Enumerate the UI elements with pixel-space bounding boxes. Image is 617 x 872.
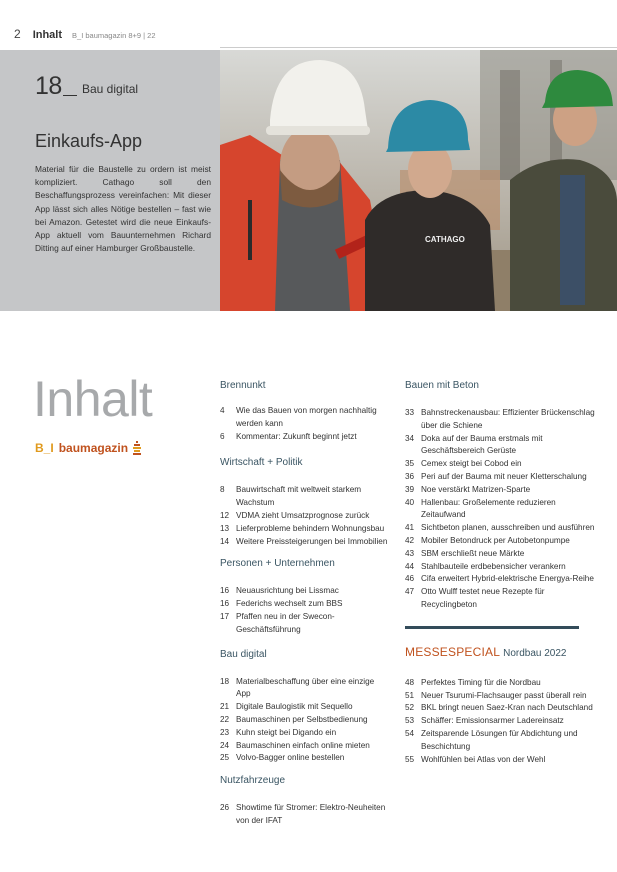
toc-page-number: 16 [220,586,230,596]
toc-entry[interactable] [220,585,390,598]
toc-entry[interactable] [220,740,390,753]
toc-entry-title: Noe verstärkt Matrizen-Sparte [421,484,531,494]
section-heading-brennpunkt: Brennunkt [220,380,266,391]
toc-page-number: 44 [405,561,415,571]
toc-entry-title: Zeitsparende Lösungen für Abdichtung und Beschichtung [421,728,578,751]
toc-entry[interactable] [405,715,595,728]
toc-page-number: 42 [405,535,415,545]
toc-column-middle [220,380,390,828]
feature-photo[interactable] [220,50,617,311]
toc-page-number: 26 [220,803,230,813]
toc-entry-title: Digitale Baulogistik mit Sequello [236,702,353,712]
toc-entry-title: Wohlfühlen bei Atlas von der Wehl [421,754,546,764]
page-number: 2 [14,27,21,41]
toc-entry-title: Kommentar: Zukunft beginnt jetzt [236,431,357,441]
section-divider [405,626,579,629]
toc-page-number: 36 [405,471,415,481]
toc-entry-title: Volvo-Bagger online bestellen [236,753,345,763]
header-rule [220,47,617,48]
toc-page-number: 24 [220,740,230,750]
toc-entry[interactable] [405,522,595,535]
toc-entry[interactable] [405,484,595,497]
toc-entry[interactable] [405,458,595,471]
toc-page-number: 41 [405,523,415,533]
toc-entry-title: Federichs wechselt zum BBS [236,599,343,609]
toc-page-number: 12 [220,510,230,520]
section-heading-personen: Personen + Unternehmen [220,558,335,570]
toc-page-number: 43 [405,548,415,558]
toc-page-number: 39 [405,484,415,494]
toc-entry-title: Sichtbeton planen, ausschreiben und ausführen [421,523,595,533]
logo-name: baumagazin [58,441,129,455]
toc-entry-title: SBM erschließt neue Märkte [421,548,525,558]
toc-entry-title: Hallenbau: Großelemente reduzieren Zeitaufwand [421,497,556,520]
toc-entry[interactable] [220,510,390,523]
toc-page-number: 21 [220,702,230,712]
toc-page-number: 33 [405,408,415,417]
toc-page-number: 54 [405,728,415,738]
toc-entry-title: Wie das Bauen von morgen nachhaltig werden kann [236,406,377,428]
toc-entry-title: Cemex steigt bei Cobod ein [421,459,522,469]
toc-entry[interactable] [405,433,595,459]
toc-entry[interactable] [220,676,390,702]
toc-entry-title: Lieferprobleme behindern Wohnungsbau [236,523,385,533]
toc-entry[interactable] [405,702,595,715]
running-header [14,27,156,41]
toc-page-number: 53 [405,716,415,726]
toc-page-number: 6 [220,431,225,441]
messespecial-label: MESSESPECIAL [405,644,501,659]
toc-entry-title: Schäffer: Emissionsarmer Ladereinsatz [421,716,564,726]
toc-entry-title: Weitere Preissteigerungen bei Immobilien [236,536,388,546]
toc-entry[interactable] [405,548,595,561]
toc-entry[interactable] [220,802,390,828]
toc-page-number: 8 [220,485,225,495]
toc-title: Inhalt [33,371,153,427]
toc-entry-title: Stahlbauteile erdbebensicher verankern [421,561,566,571]
toc-entry[interactable] [405,471,595,484]
toc-entry-title: Pfaffen neu in der Swecon-Geschäftsführung [236,611,335,634]
toc-entry-title: Doka auf der Bauma erstmals mit Geschäftsbereich Gerüste [421,433,543,456]
toc-entry[interactable] [405,690,595,703]
toc-entry[interactable] [220,752,390,765]
toc-entry[interactable] [220,523,390,536]
logo-prefix: B_I [35,441,54,455]
section-heading-bau-digital: Bau digital [220,648,267,660]
toc-entry-title: Kuhn steigt bei Digando ein [236,727,337,737]
toc-entry[interactable] [220,701,390,714]
toc-entry[interactable] [405,728,595,754]
toc-page-number: 16 [220,599,230,609]
header-section: Inhalt [32,29,63,41]
toc-page-number: 47 [405,587,415,597]
toc-entry[interactable] [405,677,595,690]
toc-page-number: 14 [220,536,230,546]
toc-column-right [405,380,595,766]
toc-page-number: 48 [405,677,415,687]
toc-entry[interactable] [405,561,595,574]
header-magazine: B_I baumagazin 8+9 | 22 [72,31,156,40]
toc-entry[interactable] [220,598,390,611]
toc-entry-title: Neuer Tsurumi-Flachsauger passt überall rein [421,690,587,700]
toc-entry[interactable] [220,405,390,431]
toc-entry[interactable] [405,497,595,523]
magazine-logo [35,441,141,455]
toc-entry[interactable] [405,535,595,548]
toc-entry[interactable] [220,536,390,549]
toc-entry-title: Perfektes Timing für die Nordbau [421,677,541,687]
feature-number: 18 [35,72,62,100]
toc-entry-title: Baumaschinen per Selbstbedienung [236,714,368,724]
toc-page-number: 17 [220,611,230,621]
toc-page-number: 23 [220,727,230,737]
toc-entry-title: Peri auf der Bauma mit neuer Kletterschalung [421,471,587,481]
toc-page-number: 25 [220,753,230,763]
toc-entry[interactable] [405,407,595,433]
section-heading-nutzfahrzeuge: Nutzfahrzeuge [220,775,286,787]
toc-entry-title: Cifa erweitert Hybrid-elektrische Energya-Reihe [421,574,594,584]
toc-entry-title: BKL bringt neuen Saez-Kran nach Deutschland [421,703,593,713]
toc-entry[interactable] [220,727,390,740]
toc-entry[interactable] [220,484,390,510]
toc-entry-title: Otto Wulff testet neue Rezepte für Recyclingbeton [421,587,545,609]
construction-workers-photo [220,50,617,311]
logo-stack-icon [133,441,141,455]
toc-entry-title: Neuausrichtung bei Lissmac [236,586,339,596]
toc-entry-title: VDMA zieht Umsatzprognose zurück [236,510,370,520]
toc-page-number: 18 [220,676,230,686]
toc-entry-title: Bahnstreckenausbau: Effizienter Brückenschlag über die Schiene [421,408,595,430]
section-heading-beton: Bauen mit Beton [405,380,479,391]
messespecial-event: Nordbau 2022 [503,647,567,659]
toc-entry-title: Bauwirtschaft mit weltweit starkem Wachstum [236,485,362,508]
messespecial-heading [405,645,595,659]
toc-page-number: 22 [220,714,230,724]
toc-entry-title: Showtime für Stromer: Elektro-Neuheiten von der IFAT [236,803,386,825]
toc-page-number: 35 [405,459,415,469]
toc-entry[interactable] [220,611,390,637]
feature-category: Bau digital [82,82,139,96]
toc-entry[interactable] [405,573,595,586]
toc-entry-title: Baumaschinen einfach online mieten [236,740,370,750]
toc-page-number: 4 [220,406,225,415]
toc-entry[interactable] [220,714,390,727]
toc-entry-title: Materialbeschaffung über eine einzige App [236,676,375,699]
feature-underline [63,95,77,96]
shirt-logo-text: CATHAGO [425,235,465,244]
toc-entry-title: Mobiler Betondruck per Autobetonpumpe [421,535,570,545]
toc-entry[interactable] [220,431,390,444]
toc-entry[interactable] [405,586,595,612]
toc-entry[interactable] [405,754,595,767]
toc-page-number: 34 [405,433,415,443]
toc-page-number: 13 [220,523,230,533]
toc-page-number: 40 [405,497,415,507]
toc-page-number: 46 [405,574,415,584]
feature-title[interactable]: Einkaufs-App [35,131,143,151]
section-heading-wirtschaft: Wirtschaft + Politik [220,457,303,469]
toc-page-number: 51 [405,690,415,700]
toc-page-number: 55 [405,754,415,764]
feature-body: Material für die Baustelle zu ordern ist meist kompliziert. Cathago soll den Beschaffungsprozess vereinfachen: Mit dieser App lässt sich alles Nötige bestellen – fast wie bei Amazon. Getestet wird die neue Einkaufs-App aktuell vom Bauunternehmen Richard Ditting auf einer Hamburger Großbaustelle. [35,164,211,254]
toc-page-number: 52 [405,703,415,713]
